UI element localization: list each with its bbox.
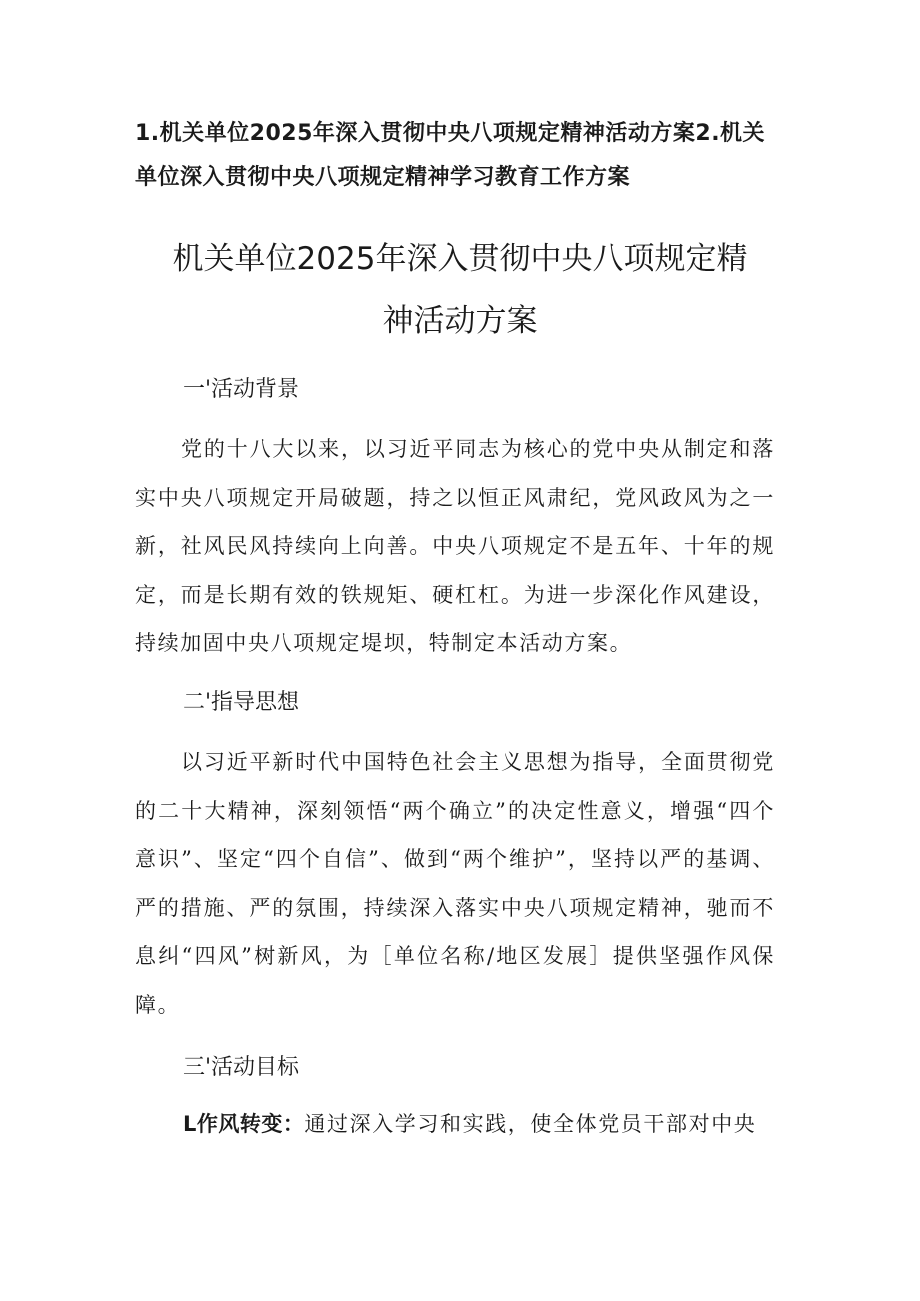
document-title-line-2: 神活动方案 bbox=[382, 303, 538, 339]
section-paragraph-background: 党的十八大以来，以习近平同志为核心的党中央从制定和落实中央八项规定开局破题，持之以恒正风肃纪，党风政风为之一新，社风民风持续向上向善。中央八项规定不是五年、十年的规定，而是长期有效的铁规矩、硬杠杠。为进一步深化作风建设，持续加固中央八项规定堤坝，特制定本活动方案。 bbox=[135, 437, 775, 655]
goal-item-text: 通过深入学习和实践，使全体党员干部对中央 bbox=[304, 1112, 757, 1136]
goal-item-style-change bbox=[183, 1108, 783, 1140]
section-heading-guiding-ideology: 二'指导思想 bbox=[183, 690, 300, 715]
table-of-contents: 1.机关单位2025年深入贯彻中央八项规定精神活动方案2.机关单位深入贯彻中央八项规定精神学习教育工作方案 bbox=[135, 121, 766, 190]
section-heading-goals: 三'活动目标 bbox=[183, 1055, 300, 1080]
section-paragraph-guiding-ideology: 以习近平新时代中国特色社会主义思想为指导，全面贯彻党的二十大精神，深刻领悟“两个确立”的决定性意义，增强“四个意识”、坚定“四个自信”、做到“两个维护”，坚持以严的基调、严的措施、严的氛围，持续深入落实中央八项规定精神，驰而不息纠“四风”树新风，为［单位名称/地区发展］提供坚强作风保障。 bbox=[135, 750, 775, 1017]
document-title bbox=[130, 228, 790, 352]
document-title-line-1: 机关单位2025年深入贯彻中央八项规定精 bbox=[172, 241, 748, 277]
section-heading-background: 一'活动背景 bbox=[183, 377, 300, 402]
goal-item-lead: L作风转变： bbox=[183, 1112, 305, 1136]
